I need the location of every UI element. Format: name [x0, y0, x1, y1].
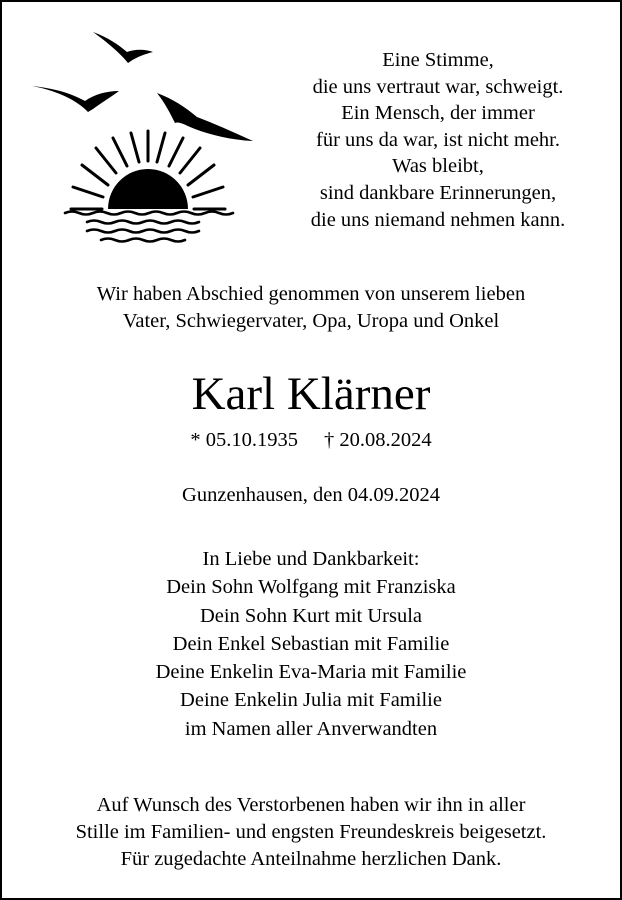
mourners-line: Deine Enkelin Julia mit Familie [180, 689, 442, 712]
closing-line: Für zugedachte Anteilnahme herzlichen Dank. [120, 848, 502, 870]
poem-line: Eine Stimme, [382, 49, 494, 71]
place-and-date: Gunzenhausen, den 04.09.2024 [182, 484, 440, 506]
setting-sun-icon [71, 131, 225, 209]
intro-line: Vater, Schwiegervater, Opa, Uropa und Onkel [122, 310, 500, 332]
intro-line: Wir haben Abschied genommen von unserem lieben [96, 283, 526, 305]
poem-line: Ein Mensch, der immer [341, 102, 535, 125]
closing-line: Stille im Familien- und engsten Freundeskreis beigesetzt. [75, 821, 547, 843]
sunset-emblem [27, 27, 287, 247]
poem-line: für uns da war, ist nicht mehr. [316, 128, 560, 151]
poem-line: die uns vertraut war, schweigt. [312, 75, 564, 98]
mourners-line: Dein Sohn Wolfgang mit Franziska [166, 576, 456, 599]
water-waves-icon [65, 212, 233, 242]
birth-date: * 05.10.1935 [190, 429, 298, 451]
mourners-line: im Namen aller Anverwandten [184, 717, 438, 740]
memorial-poem [278, 47, 598, 233]
mourners-line: Deine Enkelin Eva-Maria mit Familie [155, 661, 467, 684]
poem-line: die uns niemand nehmen kann. [310, 208, 566, 231]
life-dates [2, 427, 620, 454]
mourners-line: In Liebe und Dankbarkeit: [202, 548, 420, 570]
mourners-line: Dein Enkel Sebastian mit Familie [172, 632, 450, 655]
mourners-list [2, 545, 620, 743]
seagull-icon [93, 32, 153, 63]
death-date: † 20.08.2024 [324, 429, 432, 451]
mourners-line: Dein Sohn Kurt mit Ursula [199, 604, 423, 627]
deceased-name: Karl Klärner [191, 368, 431, 420]
poem-line: Was bleibt, [392, 155, 484, 178]
seagull-icon [32, 86, 119, 112]
closing-line: Auf Wunsch des Verstorbenen haben wir ihn in aller [96, 794, 526, 816]
closing-note [2, 792, 620, 873]
poem-line: sind dankbare Erinnerungen, [319, 181, 557, 204]
farewell-intro [2, 281, 620, 335]
seagull-icon [157, 93, 253, 141]
